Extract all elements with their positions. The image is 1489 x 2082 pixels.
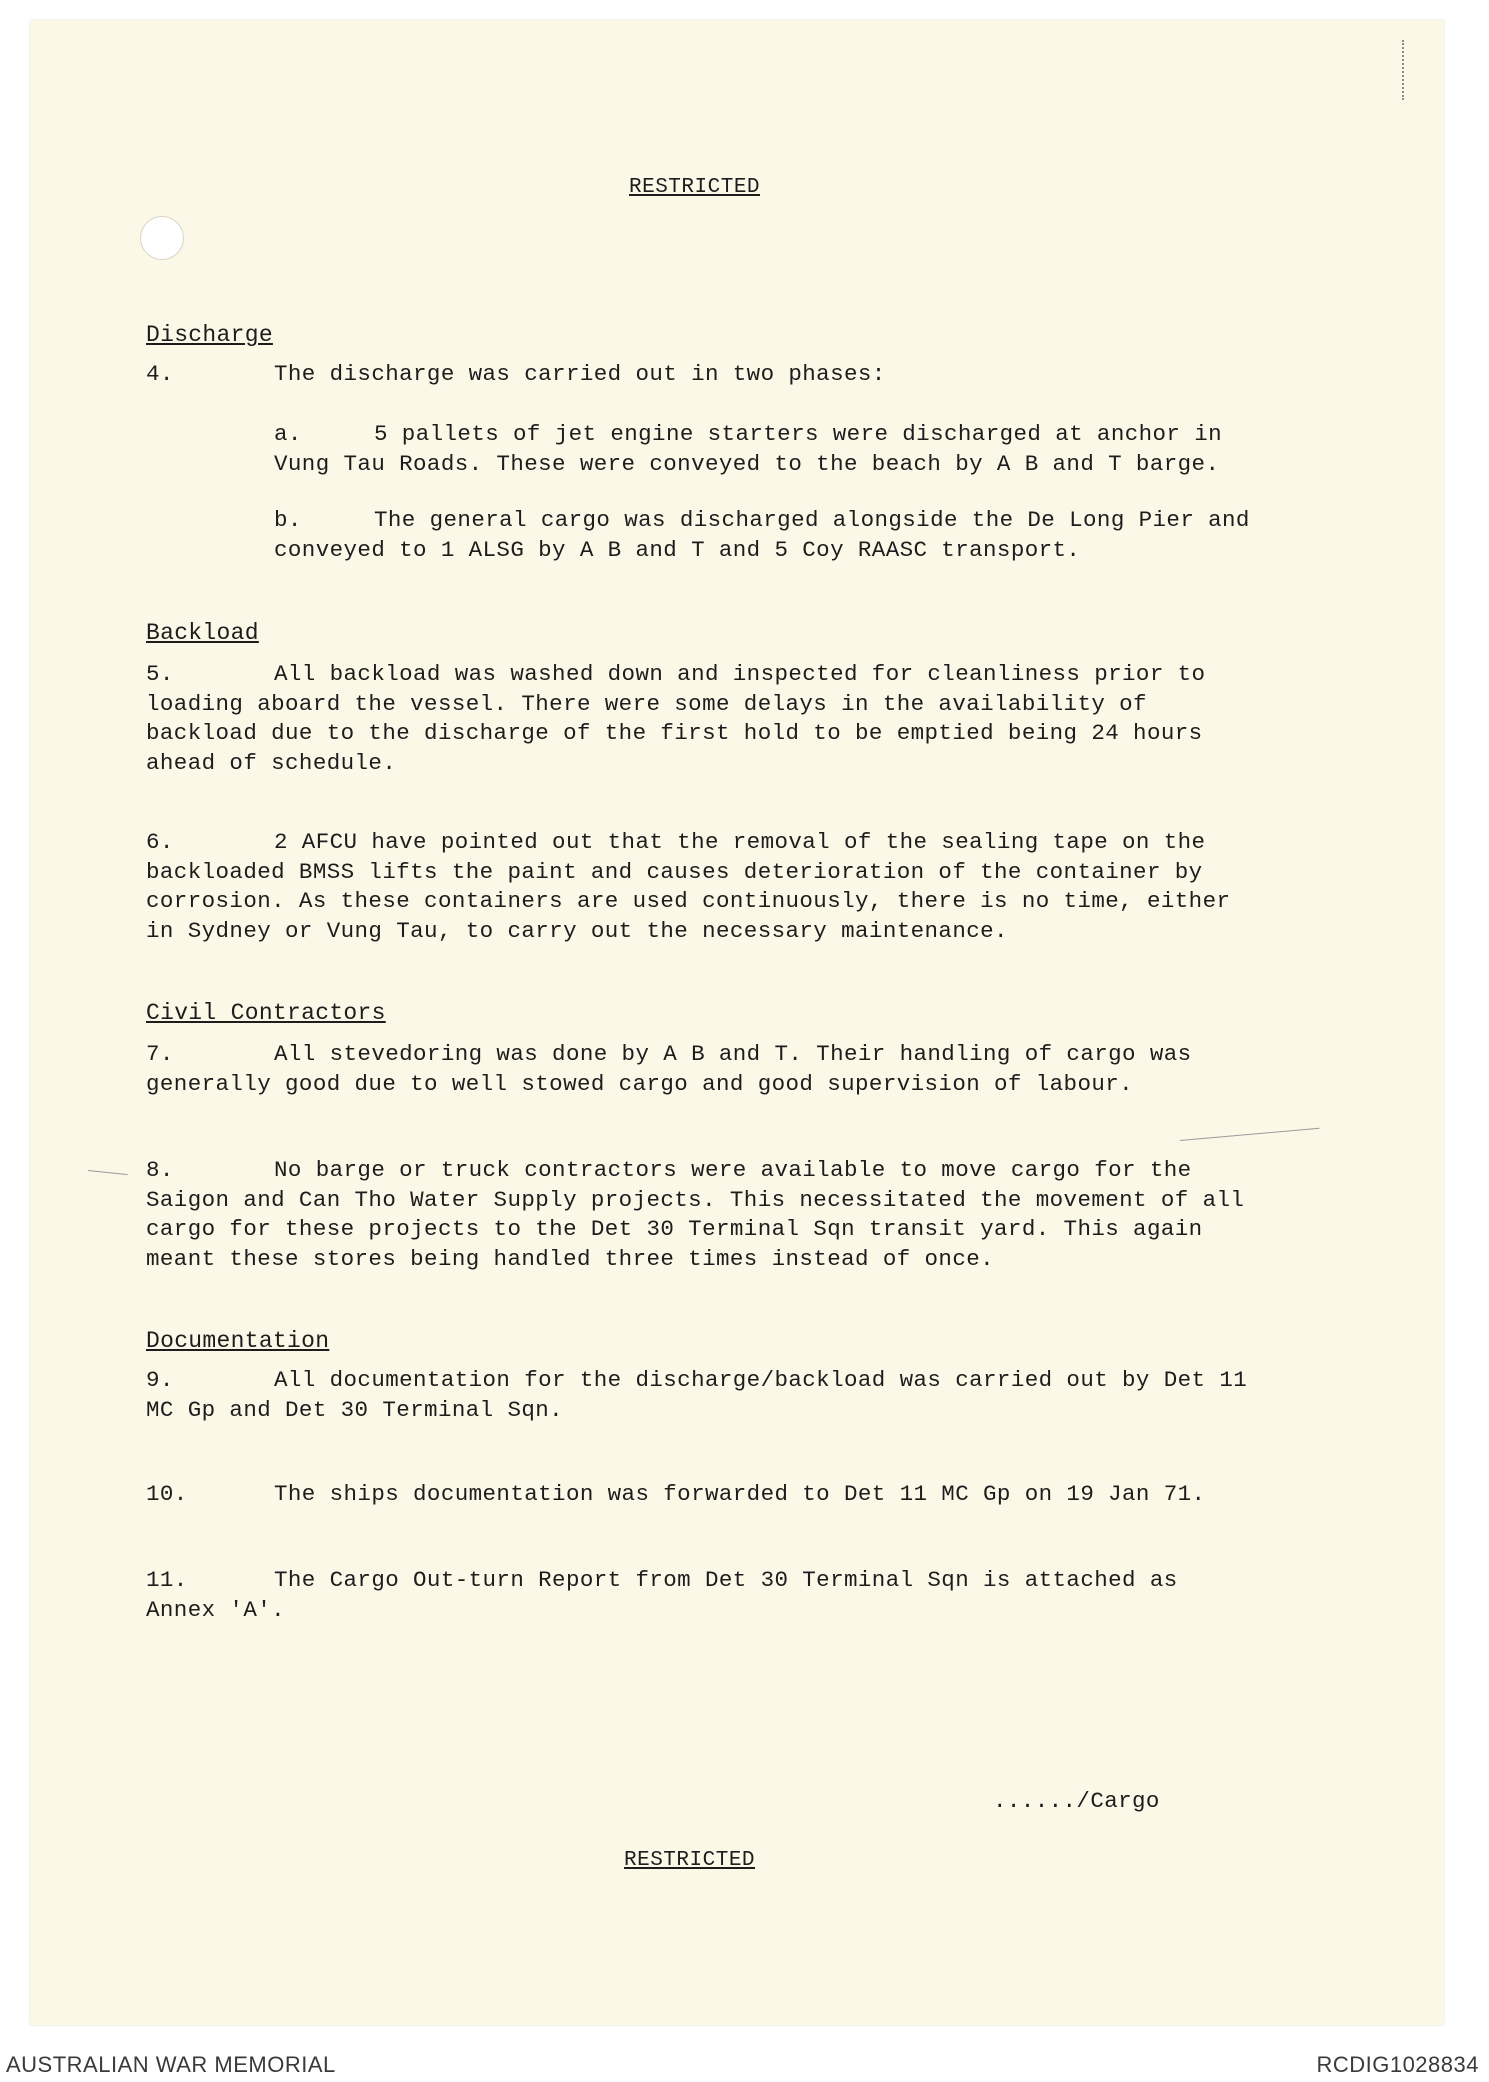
- subparagraph-b: [274, 506, 1250, 565]
- paragraph-line: corrosion. As these containers are used continuously, there is no time, either: [146, 888, 1231, 914]
- section-title-documentation: Documentation: [146, 1328, 330, 1354]
- paragraph-line: 5 pallets of jet engine starters were discharged at anchor in: [374, 421, 1223, 447]
- paragraph-line: Saigon and Can Tho Water Supply projects. This necessitated the movement of all: [146, 1186, 1245, 1213]
- paragraph-6: [146, 828, 1230, 946]
- paragraph-line: Annex 'A'.: [146, 1596, 286, 1623]
- paragraph-line: The discharge was carried out in two phases:: [274, 361, 886, 387]
- section-title-discharge: Discharge: [146, 322, 273, 348]
- paragraph-line: meant these stores being handled three times instead of once.: [146, 1245, 995, 1272]
- paragraph-line: conveyed to 1 ALSG by A B and T and 5 Coy RAASC transport.: [274, 536, 1081, 563]
- paragraph-9: [146, 1366, 1247, 1425]
- section-title-backload: Backload: [146, 620, 259, 646]
- paragraph-number: 6.: [146, 829, 174, 855]
- paragraph-line: backload due to the discharge of the first hold to be emptied being 24 hours: [146, 720, 1203, 746]
- paragraph-number: 7.: [146, 1041, 174, 1067]
- paragraph-line: The ships documentation was forwarded to Det 11 MC Gp on 19 Jan 71.: [274, 1481, 1206, 1507]
- section-title-civil-contractors: Civil Contractors: [146, 1000, 386, 1026]
- paragraph-line: loading aboard the vessel. There were some delays in the availability of: [146, 690, 1147, 717]
- paragraph-line: All backload was washed down and inspected for cleanliness prior to: [274, 661, 1206, 687]
- paragraph-number: a.: [274, 421, 302, 447]
- paragraph-5: [146, 660, 1205, 778]
- paragraph-number: 11.: [146, 1567, 188, 1593]
- paragraph-line: MC Gp and Det 30 Terminal Sqn.: [146, 1396, 564, 1423]
- paragraph-line: No barge or truck contractors were available to move cargo for the: [274, 1157, 1192, 1183]
- paragraph-line: All stevedoring was done by A B and T. Their handling of cargo was: [274, 1041, 1192, 1067]
- archive-reference: RCDIG1028834: [1316, 2052, 1479, 2077]
- paragraph-10: [146, 1480, 1205, 1510]
- header-classification: RESTRICTED: [629, 176, 761, 199]
- paragraph-line: backloaded BMSS lifts the paint and causes deterioration of the container by: [146, 858, 1203, 885]
- paragraph-line: Vung Tau Roads. These were conveyed to the beach by A B and T barge.: [274, 450, 1220, 477]
- paragraph-number: 8.: [146, 1157, 174, 1183]
- paper-edge-mark: [1402, 40, 1407, 100]
- archive-bar: [0, 2040, 1489, 2082]
- paragraph-line: generally good due to well stowed cargo and good supervision of labour.: [146, 1070, 1134, 1097]
- paragraph-line: The Cargo Out-turn Report from Det 30 Terminal Sqn is attached as: [274, 1567, 1178, 1593]
- punch-hole: [140, 216, 184, 260]
- paragraph-number: 10.: [146, 1481, 188, 1507]
- paragraph-line: The general cargo was discharged alongside the De Long Pier and: [374, 507, 1250, 533]
- paragraph-line: in Sydney or Vung Tau, to carry out the necessary maintenance.: [146, 917, 1008, 944]
- continuation-catchword: ....../Cargo: [993, 1788, 1160, 1814]
- paragraph-number: 4.: [146, 361, 174, 387]
- subparagraph-a: [274, 420, 1222, 479]
- footer-classification: RESTRICTED: [624, 1849, 756, 1872]
- paragraph-number: b.: [274, 507, 302, 533]
- paragraph-line: 2 AFCU have pointed out that the removal of the sealing tape on the: [274, 829, 1206, 855]
- paragraph-line: ahead of schedule.: [146, 749, 397, 776]
- paragraph-7: [146, 1040, 1192, 1099]
- paragraph-number: 9.: [146, 1367, 174, 1393]
- paragraph-line: All documentation for the discharge/backload was carried out by Det 11: [274, 1367, 1248, 1393]
- archive-institution: AUSTRALIAN WAR MEMORIAL: [6, 2052, 336, 2077]
- paragraph-line: cargo for these projects to the Det 30 Terminal Sqn transit yard. This again: [146, 1216, 1203, 1242]
- paragraph-11: [146, 1566, 1178, 1625]
- paragraph-number: 5.: [146, 661, 174, 687]
- paragraph-8: [146, 1156, 1244, 1274]
- paragraph-4: [146, 360, 886, 390]
